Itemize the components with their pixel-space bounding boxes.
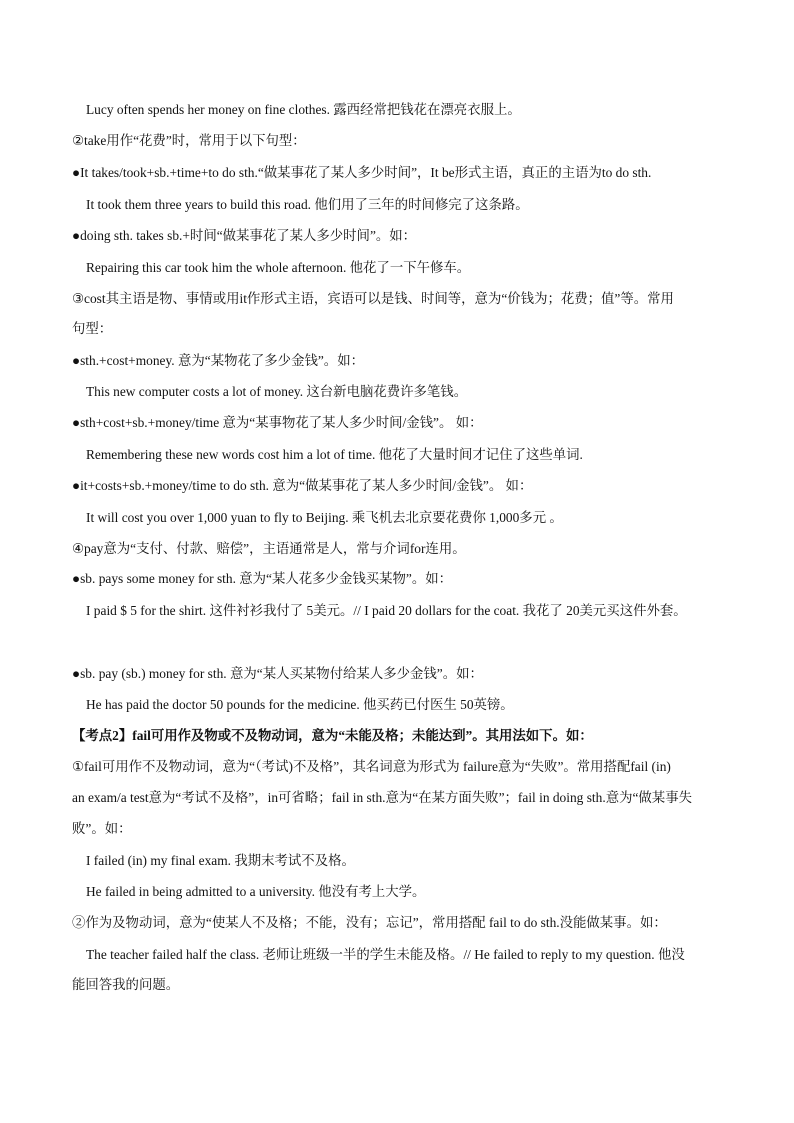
example-sentence: I paid $ 5 for the shirt. 这件衬衫我付了 5美元。// I paid 20 dollars for the coat. 我花了 20美元买这件外套。 [86, 603, 687, 618]
example-sentence: This new computer costs a lot of money. 这台新电脑花费许多笔钱。 [86, 384, 468, 399]
pattern-line: ●sth.+cost+money. 意为“某物花了多少金钱”。如： [72, 353, 364, 368]
rule-text: an exam/a test意为“考试不及格”，in可省略；fail in sth.意为“在某方面失败”；fail in doing sth.意为“做某事失 [72, 790, 692, 805]
pattern-line: ●sb. pays some money for sth. 意为“某人花多少金钱买某物”。如： [72, 571, 453, 586]
example-sentence-continued: 能回答我的问题。 [72, 977, 180, 992]
key-point-heading: 【考点2】fail可用作及物或不及物动词，意为“未能及格；未能达到”。其用法如下。如： [72, 728, 593, 743]
rule-text: 败”。如： [72, 821, 132, 836]
example-sentence: It will cost you over 1,000 yuan to fly to Beijing. 乘飞机去北京要花费你 1,000多元 。 [86, 510, 563, 525]
rule-heading: ②take用作“花费”时，常用于以下句型： [72, 133, 306, 148]
rule-heading: ②作为及物动词，意为“使某人不及格；不能，没有；忘记”，常用搭配 fail to do sth.没能做某事。如： [72, 915, 667, 930]
example-sentence: I failed (in) my final exam. 我期末考试不及格。 [86, 853, 355, 868]
rule-heading-continued: 句型： [72, 321, 113, 336]
rule-heading: ③cost其主语是物、事情或用it作形式主语，宾语可以是钱、时间等，意为“价钱为；花费；值”等。常用 [72, 291, 674, 306]
rule-heading: ①fail可用作不及物动词，意为“（考试)不及格”，其名词意为形式为 failure意为“失败”。常用搭配fail (in) [72, 759, 671, 774]
example-sentence: Remembering these new words cost him a lot of time. 他花了大量时间才记住了这些单词. [86, 447, 583, 462]
example-sentence: He has paid the doctor 50 pounds for the medicine. 他买药已付医生 50英镑。 [86, 697, 514, 712]
example-sentence: The teacher failed half the class. 老师让班级一半的学生未能及格。// He failed to reply to my question. 他没 [86, 947, 685, 962]
example-sentence: It took them three years to build this road. 他们用了三年的时间修完了这条路。 [86, 197, 529, 212]
rule-heading: ④pay意为“支付、付款、赔偿”，主语通常是人，常与介词for连用。 [72, 541, 466, 556]
example-sentence: He failed in being admitted to a university. 他没有考上大学。 [86, 884, 426, 899]
example-sentence: Repairing this car took him the whole afternoon. 他花了一下午修车。 [86, 260, 471, 275]
pattern-line: ●sth+cost+sb.+money/time 意为“某事物花了某人多少时间/金钱”。 如： [72, 415, 483, 430]
example-sentence: Lucy often spends her money on fine clothes. 露西经常把钱花在漂亮衣服上。 [86, 102, 521, 117]
pattern-line: ●it+costs+sb.+money/time to do sth. 意为“做某事花了某人多少时间/金钱”。 如： [72, 478, 533, 493]
pattern-line: ●doing sth. takes sb.+时间“做某事花了某人多少时间”。如： [72, 228, 417, 243]
pattern-line: ●It takes/took+sb.+time+to do sth.“做某事花了某人多少时间”，It be形式主语，真正的主语为to do sth. [72, 165, 652, 180]
pattern-line: ●sb. pay (sb.) money for sth. 意为“某人买某物付给某人多少金钱”。如： [72, 666, 483, 681]
